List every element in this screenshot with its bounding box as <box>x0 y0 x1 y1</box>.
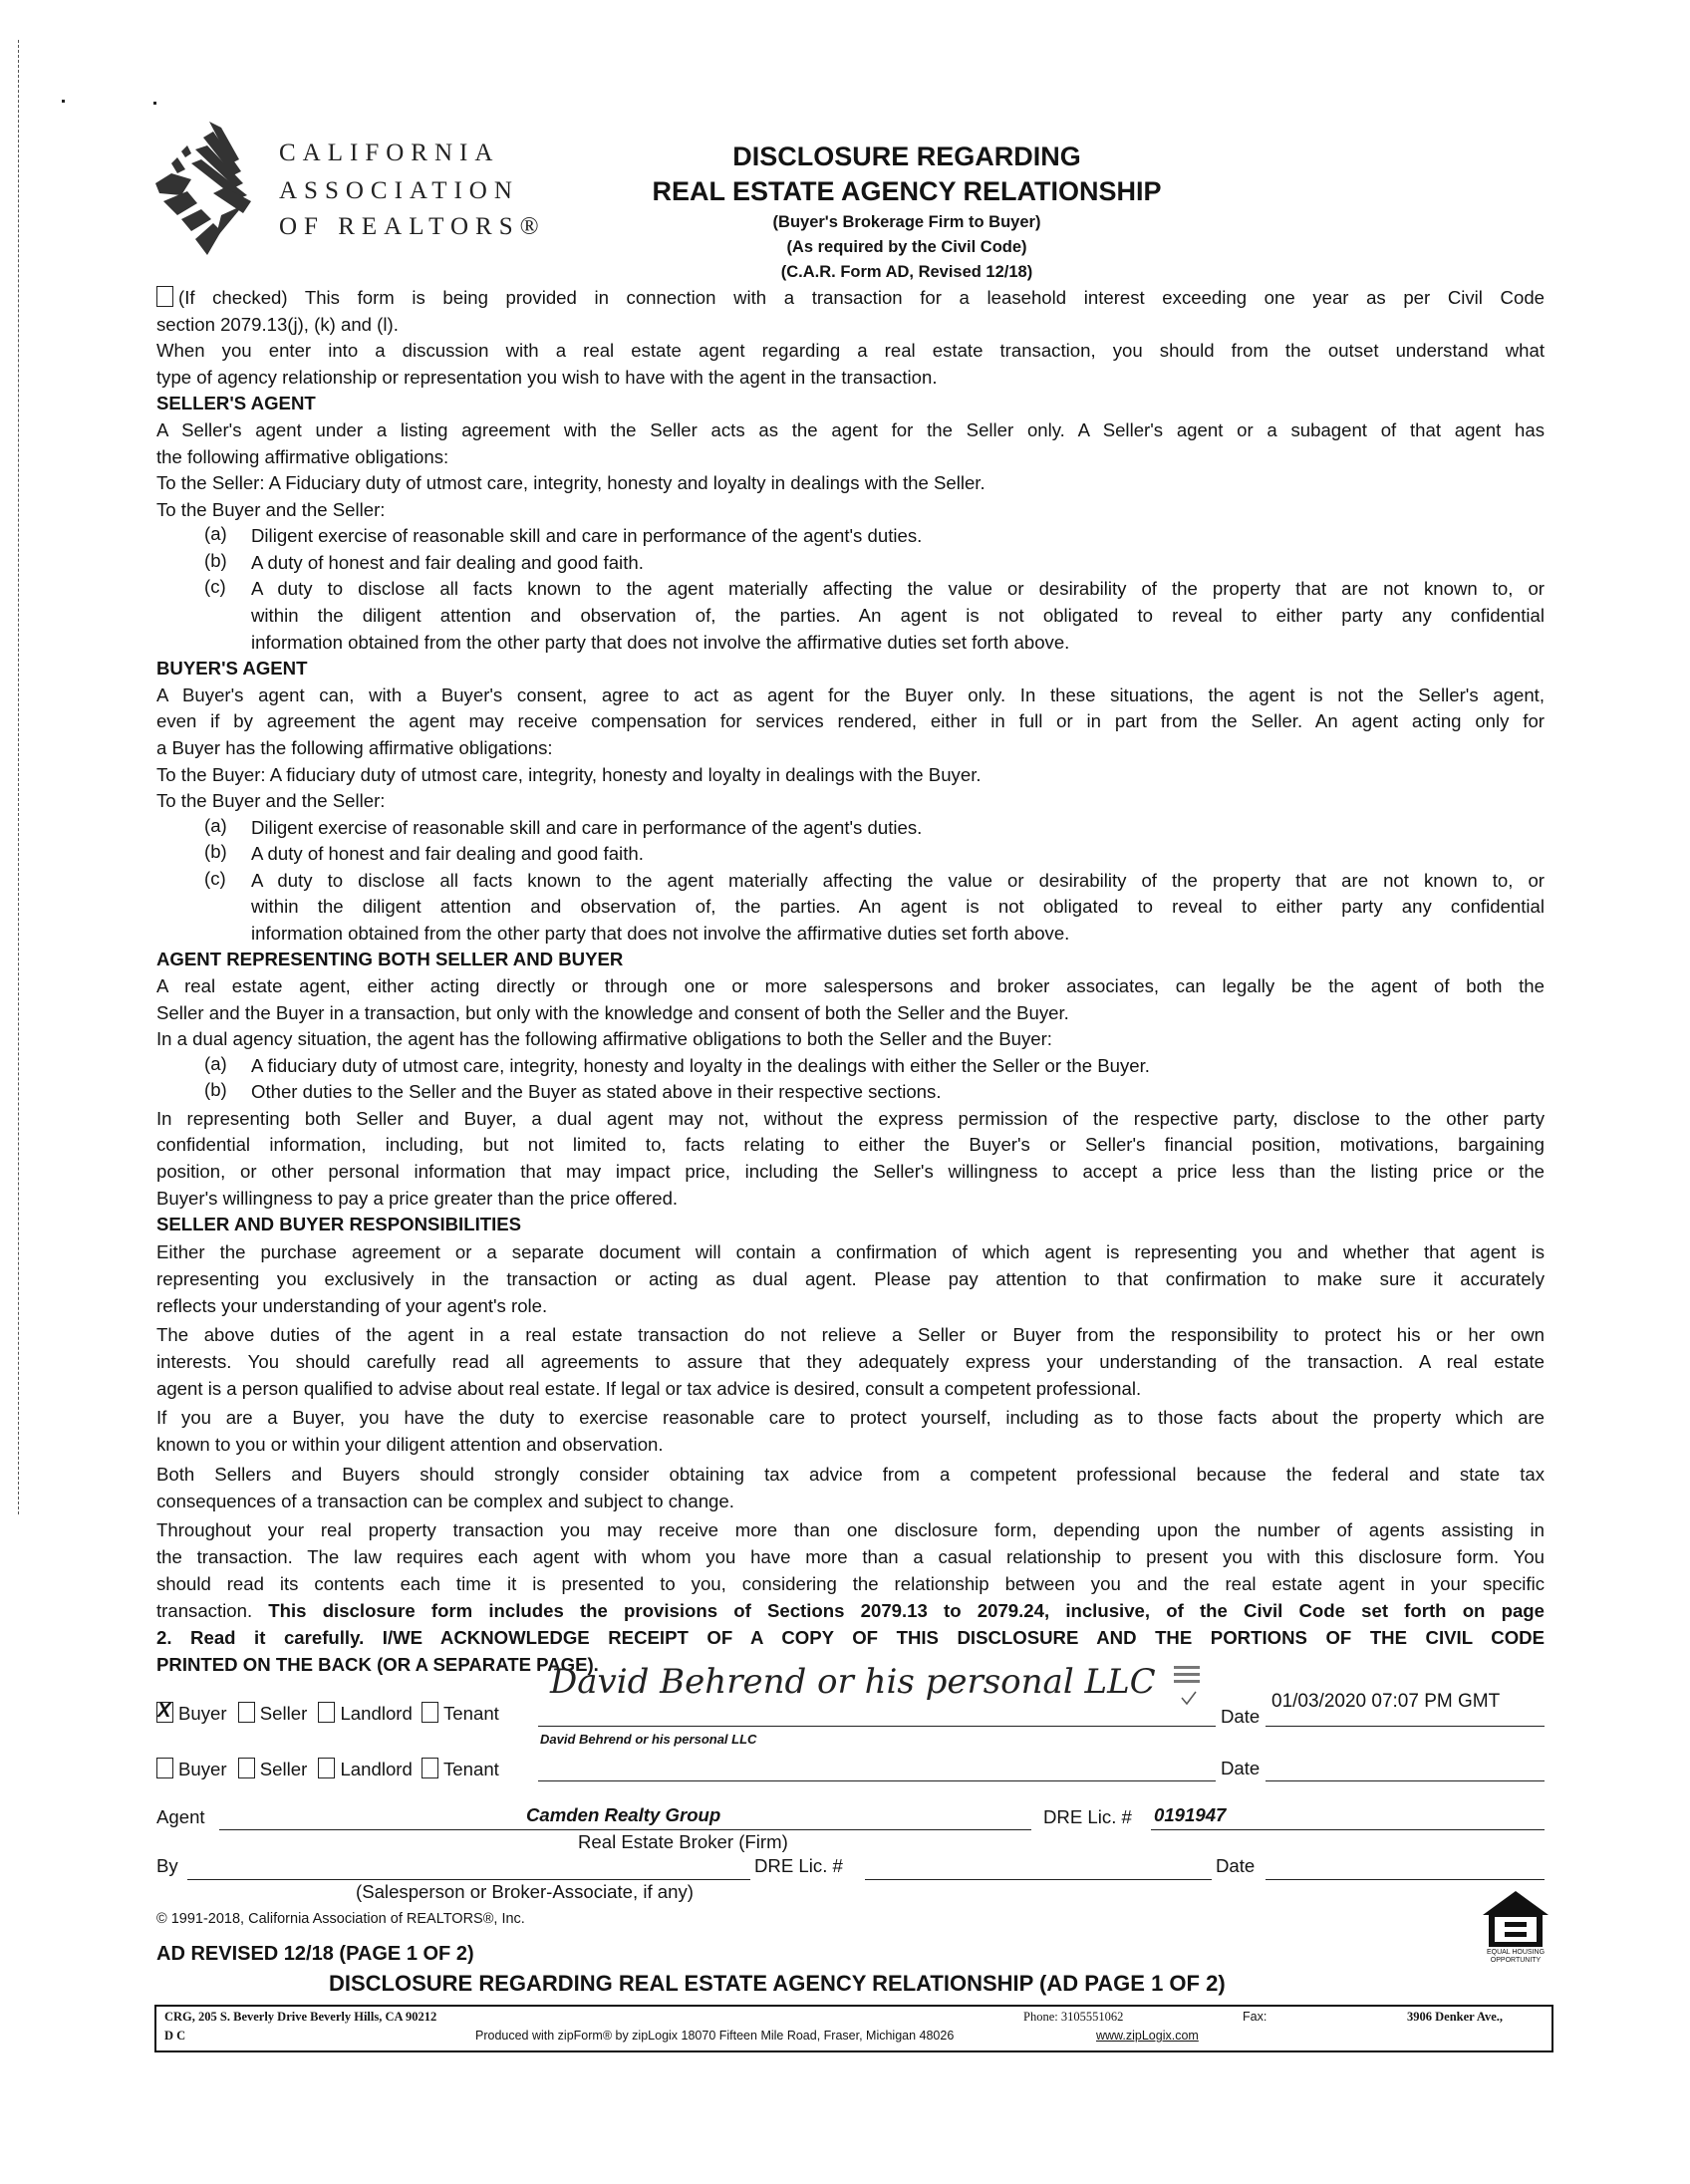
logo-text-line: CALIFORNIA <box>279 139 500 166</box>
paragraph-text: transaction. <box>156 1600 269 1621</box>
list-item-label: (a) <box>204 815 227 836</box>
paragraph: A Seller's agent under a listing agreement with the Seller acts as the agent for the Seller only. A Seller's agent or a subagent of that agent has <box>156 419 1545 440</box>
paragraph: To the Buyer: A fiduciary duty of utmost care, integrity, honesty and loyalty in dealings with the Buyer. <box>156 764 982 785</box>
by-date-label: Date <box>1216 1855 1256 1876</box>
produced-by: Produced with zipForm® by zipLogix 18070 Fifteen Mile Road, Fraser, Michigan 48026 <box>475 2029 955 2043</box>
paragraph: even if by agreement the agent may receive compensation for services rendered, either in full or in part from the Seller. An agent acting only for <box>156 710 1545 731</box>
acknowledgement <box>156 1625 1545 1652</box>
intro-paragraph: When you enter into a discussion with a real estate agent regarding a real estate transaction, you should from the outset understand what <box>156 340 1545 361</box>
leasehold-line <box>156 285 1545 312</box>
signature: David Behrend or his personal LLC <box>550 1662 1156 1702</box>
dre-license-value[interactable]: 0191947 <box>1154 1804 1227 1825</box>
paragraph: consequences of a transaction can be complex and subject to change. <box>156 1491 734 1511</box>
eho-caption: EQUAL HOUSING <box>1486 1949 1546 1956</box>
list-item: information obtained from the other party that does not involve the affirmative duties set forth above. <box>251 632 1070 653</box>
buyer-label: Buyer <box>178 1703 227 1724</box>
paragraph: A real estate agent, either acting directly or through one or more salespersons and broker associates, can legally be the agent of both the <box>156 975 1545 996</box>
eho-caption: OPPORTUNITY <box>1490 1957 1542 1964</box>
paragraph: Throughout your real property transaction you may receive more than one disclosure form, depending upon the number of agents assisting in <box>156 1519 1545 1540</box>
scan-edge-line <box>18 40 19 1514</box>
leasehold-text: (If checked) This form is being provided in connection with a transaction for a leasehold interest exceeding one year as per Civil Code <box>178 287 1545 308</box>
by-caption: (Salesperson or Broker-Associate, if any) <box>356 1881 694 1902</box>
paragraph: The above duties of the agent in a real estate transaction do not relieve a Seller or Buyer from the responsibility to protect his or her own <box>156 1324 1545 1345</box>
paragraph: known to you or within your diligent attention and observation. <box>156 1434 664 1455</box>
paragraph: If you are a Buyer, you have the duty to exercise reasonable care to protect yourself, including as to those facts about the property which are <box>156 1407 1545 1428</box>
buyer-checkbox[interactable] <box>156 1758 173 1778</box>
paragraph-bold-text: 2. Read it carefully. <box>156 1627 383 1648</box>
paragraph: In a dual agency situation, the agent has the following affirmative obligations to both the Seller and the Buyer: <box>156 1028 1052 1049</box>
landlord-label: Landlord <box>340 1759 413 1779</box>
dre-license-label: DRE Lic. # <box>1043 1806 1132 1827</box>
office-fax: Fax: <box>1243 2010 1268 2024</box>
paragraph: reflects your understanding of your agent's role. <box>156 1295 548 1316</box>
printed-name: David Behrend or his personal LLC <box>540 1732 757 1747</box>
footer-page-title: DISCLOSURE REGARDING REAL ESTATE AGENCY RELATIONSHIP (AD PAGE 1 OF 2) <box>329 1971 1226 1996</box>
by-date-line[interactable] <box>1266 1879 1545 1880</box>
leasehold-checkbox[interactable] <box>156 286 173 307</box>
seller-label: Seller <box>259 1703 308 1724</box>
date-label: Date <box>1221 1758 1261 1778</box>
paragraph: confidential information, including, but not limited to, facts relating to either the Buyer's or Seller's financial position, motivations, bargaining <box>156 1134 1545 1155</box>
form-subtitle: (C.A.R. Form AD, Revised 12/18) <box>780 263 1033 281</box>
paragraph: Either the purchase agreement or a separate document will contain a confirmation of which agent is representing you and whether that agent is <box>156 1241 1545 1262</box>
section-heading-responsibilities: SELLER AND BUYER RESPONSIBILITIES <box>156 1214 522 1234</box>
by-label: By <box>156 1855 178 1876</box>
section-heading-buyers-agent: BUYER'S AGENT <box>156 658 308 679</box>
paragraph: agent is a person qualified to advise about real estate. If legal or tax advice is desired, consult a competent professional. <box>156 1378 1142 1399</box>
paragraph: Both Sellers and Buyers should strongly consider obtaining tax advice from a competent professional because the federal and state tax <box>156 1464 1545 1485</box>
salesperson-line[interactable] <box>187 1879 750 1880</box>
seller-checkbox[interactable] <box>238 1702 255 1723</box>
landlord-checkbox[interactable] <box>318 1702 335 1723</box>
signature-line[interactable] <box>538 1780 1216 1781</box>
list-item: Diligent exercise of reasonable skill and care in performance of the agent's duties. <box>251 817 923 838</box>
office-phone: Phone: 3105551062 <box>1023 2010 1124 2024</box>
list-item: Other duties to the Seller and the Buyer as stated above in their respective sections. <box>251 1081 942 1102</box>
tenant-checkbox[interactable] <box>422 1758 438 1778</box>
paragraph: representing you exclusively in the transaction or acting as dual agent. Please pay attention to that confirmation to make sure it accurately <box>156 1268 1545 1289</box>
list-item-label: (b) <box>204 550 227 571</box>
paragraph: should read its contents each time it is presented to you, considering the relationship between you and the real estate agent in your specific <box>156 1573 1545 1594</box>
ziplogix-link[interactable]: www.zipLogix.com <box>1096 2029 1199 2043</box>
date-line[interactable] <box>1266 1780 1545 1781</box>
acknowledgement-text: PRINTED ON THE BACK (OR A SEPARATE PAGE). <box>156 1654 599 1675</box>
list-item: A duty to disclose all facts known to the agent materially affecting the value or desirability of the property that are not known to, or <box>251 870 1545 891</box>
date-line <box>1266 1726 1545 1727</box>
list-item-label: (b) <box>204 1079 227 1100</box>
scan-speck <box>153 102 156 105</box>
by-dre-label: DRE Lic. # <box>754 1855 843 1876</box>
paragraph: Buyer's willingness to pay a price greater than the price offered. <box>156 1188 679 1209</box>
list-item: information obtained from the other party that does not involve the affirmative duties set forth above. <box>251 923 1070 944</box>
paragraph <box>156 1598 1545 1625</box>
landlord-checkbox[interactable] <box>318 1758 335 1778</box>
logo-text-line: OF REALTORS® <box>279 213 546 240</box>
form-title-line1: DISCLOSURE REGARDING <box>732 141 1081 171</box>
list-item: Diligent exercise of reasonable skill and care in performance of the agent's duties. <box>251 525 923 546</box>
agent-caption: Real Estate Broker (Firm) <box>578 1831 788 1852</box>
paragraph: To the Buyer and the Seller: <box>156 499 386 520</box>
paragraph: a Buyer has the following affirmative obligations: <box>156 737 553 758</box>
acknowledgement-text: I/WE ACKNOWLEDGE RECEIPT OF A COPY OF THIS DISCLOSURE AND THE PORTIONS OF THE CIVIL CODE <box>382 1627 1545 1648</box>
paragraph: To the Buyer and the Seller: <box>156 790 386 811</box>
paragraph: interests. You should carefully read all agreements to assure that they adequately express your understanding of the transaction. A real estate <box>156 1351 1545 1372</box>
form-subtitle: (Buyer's Brokerage Firm to Buyer) <box>772 213 1041 231</box>
signature-row-1 <box>156 1702 499 1725</box>
producer-box <box>154 2005 1553 2052</box>
list-item: within the diligent attention and observation of, the parties. An agent is not obligated to reveal to either party any confidential <box>251 896 1545 917</box>
paragraph: A Buyer's agent can, with a Buyer's consent, agree to act as agent for the Buyer only. In these situations, the agent is not the Seller's agent, <box>156 684 1545 705</box>
list-item-label: (b) <box>204 841 227 862</box>
buyer-label: Buyer <box>178 1759 227 1779</box>
list-item-label: (a) <box>204 1053 227 1074</box>
paragraph: the following affirmative obligations: <box>156 446 449 467</box>
by-dre-line[interactable] <box>865 1879 1212 1880</box>
seller-checkbox[interactable] <box>238 1758 255 1778</box>
form-subtitle: (As required by the Civil Code) <box>786 238 1027 256</box>
section-heading-dual-agent: AGENT REPRESENTING BOTH SELLER AND BUYER <box>156 949 624 969</box>
list-item: within the diligent attention and observation of, the parties. An agent is not obligated to reveal to either party any confidential <box>251 605 1545 626</box>
form-revision: AD REVISED 12/18 (PAGE 1 OF 2) <box>156 1943 474 1965</box>
paragraph: the transaction. The law requires each agent with whom you have more than a casual relationship to present you with this disclosure form. You <box>156 1546 1545 1567</box>
paragraph: To the Seller: A Fiduciary duty of utmost care, integrity, honesty and loyalty in dealings with the Seller. <box>156 472 986 493</box>
paragraph-bold-text: This disclosure form includes the provisions of Sections 2079.13 to 2079.24, inclusive, of the Civil Code set forth on page <box>268 1600 1545 1621</box>
list-item: A fiduciary duty of utmost care, integrity, honesty and loyalty in the dealings with either the Seller or the Buyer. <box>251 1055 1150 1076</box>
list-item-label: (c) <box>204 576 226 597</box>
logo-text-line: ASSOCIATION <box>279 177 519 204</box>
paragraph: In representing both Seller and Buyer, a dual agent may not, without the express permission of the respective party, disclose to the other party <box>156 1108 1545 1129</box>
section-heading-sellers-agent: SELLER'S AGENT <box>156 393 316 413</box>
tenant-label: Tenant <box>443 1759 499 1779</box>
list-item: A duty to disclose all facts known to the agent materially affecting the value or desirability of the property that are not known to, or <box>251 578 1545 599</box>
leasehold-text-2: section 2079.13(j), (k) and (l). <box>156 314 399 335</box>
signature-row-2 <box>156 1758 499 1780</box>
list-item: A duty of honest and fair dealing and good faith. <box>251 552 644 573</box>
list-item: A duty of honest and fair dealing and good faith. <box>251 843 644 864</box>
list-item-label: (c) <box>204 868 226 889</box>
agent-firm-value[interactable]: Camden Realty Group <box>526 1804 721 1825</box>
intro-paragraph: type of agency relationship or representation you wish to have with the agent in the transaction. <box>156 367 938 388</box>
esign-stamp-icon <box>1172 1664 1202 1710</box>
paragraph: position, or other personal information that may impact price, including the Seller's willingness to accept a price less than the listing price or the <box>156 1161 1545 1182</box>
copyright: © 1991-2018, California Association of REALTORS®, Inc. <box>156 1911 525 1927</box>
dre-license-line <box>1151 1829 1545 1830</box>
tenant-label: Tenant <box>443 1703 499 1724</box>
landlord-label: Landlord <box>340 1703 413 1724</box>
car-logo-icon <box>151 120 263 259</box>
seller-label: Seller <box>259 1759 308 1779</box>
agent-line <box>219 1829 1031 1830</box>
office-address: CRG, 205 S. Beverly Drive Beverly Hills, CA 90212 <box>164 2010 437 2024</box>
initials: D C <box>164 2029 186 2043</box>
scan-speck <box>62 100 65 103</box>
agent-label: Agent <box>156 1806 205 1827</box>
property-address: 3906 Denker Ave., <box>1407 2010 1504 2024</box>
date-label: Date <box>1221 1706 1261 1727</box>
signature-line[interactable] <box>538 1726 1216 1727</box>
form-title-line2: REAL ESTATE AGENCY RELATIONSHIP <box>652 176 1162 206</box>
list-item-label: (a) <box>204 523 227 544</box>
tenant-checkbox[interactable] <box>422 1702 438 1723</box>
buyer-checkbox[interactable] <box>156 1702 173 1723</box>
date-value[interactable]: 01/03/2020 07:07 PM GMT <box>1271 1691 1501 1712</box>
paragraph: Seller and the Buyer in a transaction, but only with the knowledge and consent of both the Seller and the Buyer. <box>156 1002 1069 1023</box>
